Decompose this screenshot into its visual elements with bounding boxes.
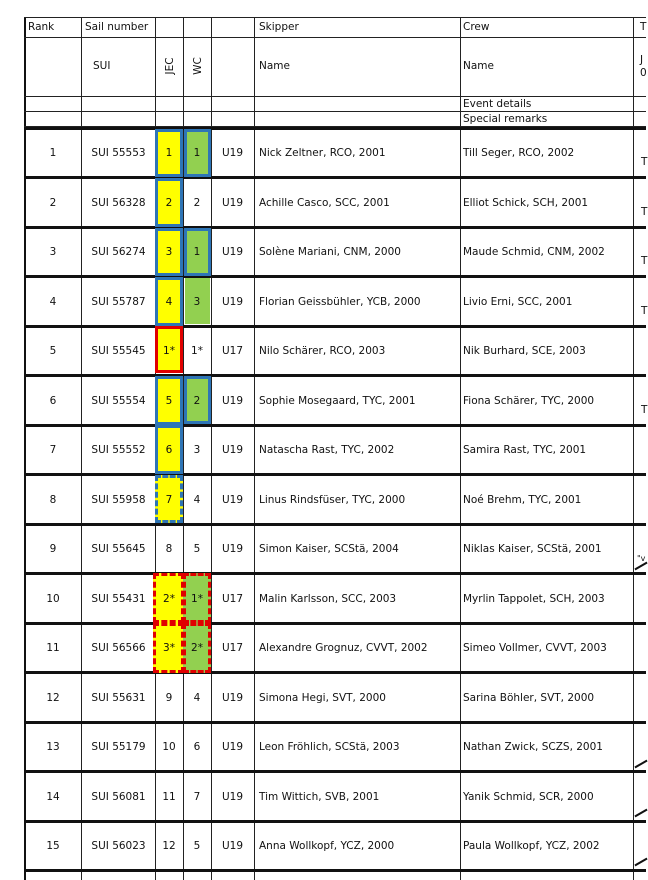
cell-crew: Myrlin Tappolet, SCH, 2003	[463, 592, 605, 605]
cell-jec: 3*	[163, 642, 175, 654]
cell-skipper: Nilo Schärer, RCO, 2003	[259, 345, 386, 357]
cell-wc: 1	[193, 147, 201, 159]
header-skipper: Skipper	[259, 21, 299, 33]
cell-skipper: Alexandre Grognuz, CVVT, 2002	[259, 642, 428, 654]
cell-wc: 1*	[191, 345, 203, 357]
cell-wc: 1	[193, 246, 201, 258]
cell-wc: 3	[193, 295, 201, 308]
cell-rank: 2	[49, 196, 57, 209]
cell-crew: Fiona Schärer, TYC, 2000	[463, 394, 595, 407]
grid-line	[24, 17, 646, 18]
cell-rank: 14	[46, 790, 60, 803]
cell-skipper: Sophie Mosegaard, TYC, 2001	[259, 394, 416, 407]
cell-skipper: Simona Hegi, SVT, 2000	[259, 691, 386, 704]
cell-jec: 11	[162, 790, 176, 803]
cell-crew: Noé Brehm, TYC, 2001	[463, 493, 582, 506]
cell-skipper: Simon Kaiser, SCStä, 2004	[259, 543, 399, 555]
header-sail-prefix: SUI	[93, 60, 111, 72]
cell-wc: 7	[193, 790, 201, 803]
header-jec: JEC	[164, 57, 176, 75]
cell-jec: 12	[162, 840, 176, 852]
cell-category: U19	[221, 295, 244, 308]
header-sail-number: Sail number	[85, 21, 149, 33]
cell-edge: T	[641, 305, 648, 317]
cell-sail: SUI 55787	[91, 295, 146, 308]
cell-edge: T	[641, 255, 648, 267]
cell-category: U19	[221, 543, 244, 555]
cell-category: U19	[221, 444, 244, 456]
cell-sail: SUI 55545	[91, 345, 146, 357]
cell-skipper: Natascha Rast, TYC, 2002	[259, 444, 395, 456]
cell-wc: 4	[193, 493, 201, 506]
cell-jec: 1*	[163, 345, 175, 357]
cell-jec: 2*	[163, 592, 175, 605]
cell-category: U17	[221, 592, 244, 605]
cell-crew: Nik Burhard, SCE, 2003	[463, 345, 586, 357]
cell-skipper: Leon Fröhlich, SCStä, 2003	[259, 741, 400, 753]
cell-edge: T	[641, 206, 648, 218]
header-special-remarks: Special remarks	[463, 113, 548, 125]
cell-crew: Paula Wollkopf, YCZ, 2002	[463, 840, 600, 852]
cell-skipper: Achille Casco, SCC, 2001	[259, 196, 390, 209]
cell-sail: SUI 55552	[91, 444, 146, 456]
cell-wc: 4	[193, 691, 201, 704]
cell-sail: SUI 56566	[91, 642, 146, 654]
cell-sail: SUI 56023	[91, 840, 146, 852]
header-last-col-j: J	[640, 54, 644, 66]
cell-wc: 6	[193, 741, 201, 753]
cell-category: U19	[221, 196, 244, 209]
cell-category: U19	[221, 493, 244, 506]
cell-jec: 7	[165, 493, 173, 506]
cell-category: U19	[221, 840, 244, 852]
header-wc: WC	[192, 57, 204, 75]
cell-edge: T	[641, 404, 648, 416]
cell-category: U19	[221, 246, 244, 258]
cell-skipper: Malin Karlsson, SCC, 2003	[259, 592, 397, 605]
cell-rank: 11	[46, 642, 60, 654]
cell-edge: "v	[637, 554, 646, 563]
cell-crew: Yanik Schmid, SCR, 2000	[463, 790, 594, 803]
header-crew-name: Name	[463, 60, 494, 72]
cell-crew: Livio Erni, SCC, 2001	[463, 295, 573, 308]
cell-sail: SUI 55554	[91, 394, 146, 407]
header-last-col-0: 0	[640, 67, 647, 79]
cell-rank: 10	[46, 592, 60, 605]
cell-sail: SUI 55179	[91, 741, 146, 753]
cell-crew: Elliot Schick, SCH, 2001	[463, 196, 589, 209]
header-last-col: T	[640, 21, 647, 33]
cell-crew: Niklas Kaiser, SCStä, 2001	[463, 543, 602, 555]
cell-rank: 13	[46, 741, 60, 753]
cell-skipper: Anna Wollkopf, YCZ, 2000	[259, 840, 395, 852]
cell-wc: 2*	[191, 642, 203, 654]
cell-sail: SUI 55958	[91, 493, 146, 506]
cell-jec: 8	[165, 543, 173, 555]
grid-line	[24, 37, 646, 38]
cell-crew: Till Seger, RCO, 2002	[463, 147, 575, 159]
cell-rank: 1	[49, 147, 57, 159]
cell-category: U19	[221, 741, 244, 753]
cell-skipper: Nick Zeltner, RCO, 2001	[259, 147, 386, 159]
cell-rank: 8	[49, 493, 57, 506]
cell-sail: SUI 56328	[91, 196, 146, 209]
cell-crew: Nathan Zwick, SCZS, 2001	[463, 741, 603, 753]
cell-wc: 3	[193, 444, 201, 456]
cell-category: U19	[221, 147, 244, 159]
header-crew: Crew	[463, 21, 490, 33]
grid-line	[24, 96, 646, 97]
grid-line	[460, 17, 461, 880]
edge-mark	[634, 809, 647, 818]
cell-rank: 5	[49, 345, 57, 357]
cell-edge: T	[641, 156, 648, 168]
cell-sail: SUI 55645	[91, 543, 146, 555]
cell-crew: Sarina Böhler, SVT, 2000	[463, 691, 595, 704]
cell-wc: 1*	[191, 592, 203, 605]
cell-jec: 5	[165, 394, 173, 407]
edge-mark	[634, 760, 647, 769]
cell-skipper: Linus Rindsfüser, TYC, 2000	[259, 493, 406, 506]
cell-sail: SUI 56274	[91, 246, 146, 258]
cell-wc: 2	[193, 196, 201, 209]
cell-category: U19	[221, 790, 244, 803]
cell-jec: 3	[165, 246, 173, 258]
row-separator	[24, 869, 646, 872]
cell-jec: 6	[165, 444, 173, 456]
cell-skipper: Solène Mariani, CNM, 2000	[259, 246, 401, 258]
cell-rank: 4	[49, 295, 57, 308]
cell-rank: 9	[49, 543, 57, 555]
grid-line	[633, 17, 634, 880]
grid-line	[254, 17, 255, 880]
cell-jec: 9	[165, 691, 173, 704]
cell-crew: Samira Rast, TYC, 2001	[463, 444, 587, 456]
grid-line	[24, 111, 646, 112]
cell-rank: 12	[46, 691, 60, 704]
cell-jec: 4	[165, 295, 173, 308]
cell-category: U17	[221, 345, 244, 357]
edge-mark	[634, 858, 647, 867]
cell-rank: 15	[46, 840, 60, 852]
cell-jec: 2	[165, 196, 173, 209]
header-event-details: Event details	[463, 98, 532, 110]
header-rank: Rank	[28, 21, 55, 33]
cell-sail: SUI 55631	[91, 691, 146, 704]
cell-skipper: Tim Wittich, SVB, 2001	[259, 790, 380, 803]
cell-wc: 5	[193, 840, 201, 852]
cell-jec: 1	[165, 147, 173, 159]
cell-wc: 5	[193, 543, 201, 555]
cell-jec: 10	[162, 741, 176, 753]
cell-rank: 7	[49, 444, 57, 456]
cell-category: U17	[221, 642, 244, 654]
cell-wc: 2	[193, 394, 201, 407]
cell-crew: Maude Schmid, CNM, 2002	[463, 246, 605, 258]
header-skipper-name: Name	[259, 60, 290, 72]
cell-rank: 6	[49, 394, 57, 407]
cell-category: U19	[221, 691, 244, 704]
cell-skipper: Florian Geissbühler, YCB, 2000	[259, 295, 421, 308]
cell-rank: 3	[49, 246, 57, 258]
cell-category: U19	[221, 394, 244, 407]
cell-sail: SUI 56081	[91, 790, 146, 803]
cell-sail: SUI 55431	[91, 592, 146, 605]
cell-crew: Simeo Vollmer, CVVT, 2003	[463, 642, 607, 654]
cell-sail: SUI 55553	[91, 147, 146, 159]
